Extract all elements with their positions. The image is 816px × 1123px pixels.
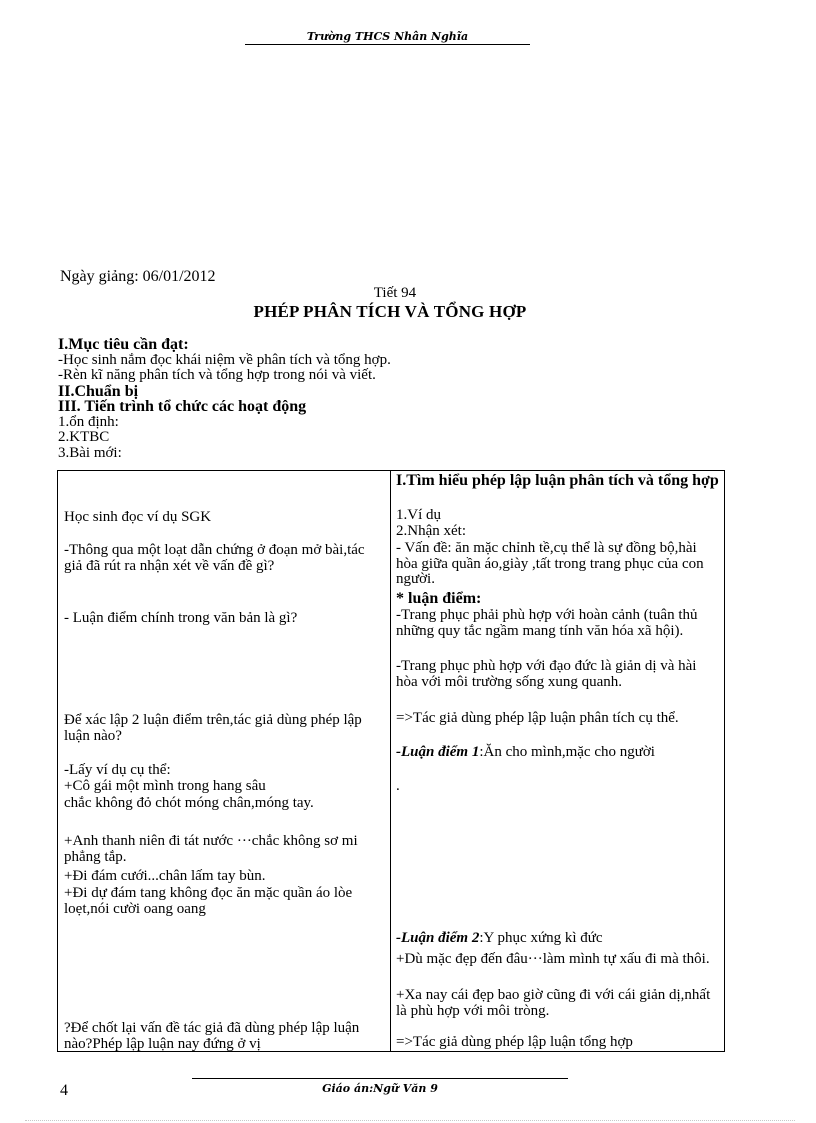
content-arguments-heading: * luận điểm: xyxy=(396,590,482,607)
example-b: chắc không đỏ chót móng chân,móng tay. xyxy=(64,795,314,811)
date-line: Ngày giảng: 06/01/2012 xyxy=(60,268,216,285)
example-d: +Đi đám cưới...chân lấm tay bùn. xyxy=(64,868,266,884)
lesson-number: Tiết 94 xyxy=(373,285,417,301)
header-rule xyxy=(245,44,530,45)
argument-1 xyxy=(396,745,720,761)
step-2: 2.KTBC xyxy=(58,429,110,445)
lesson-title: PHÉP PHÂN TÍCH VÀ TỔNG HỢP xyxy=(253,302,527,321)
content-synthesis-conclusion: =>Tác giả dùng phép lập luận tổng hợp xyxy=(396,1034,633,1050)
objective-1: -Học sinh nắm đọc khái niệm về phân tích và tổng hợp. xyxy=(58,351,391,368)
content-heading: I.Tìm hiểu phép lập luận phân tích và tổng hợp xyxy=(396,472,719,489)
page-break-line xyxy=(25,1120,795,1121)
content-argument-b: -Trang phục phù hợp với đạo đức là giản dị và hài hòa với môi trường sống xung quanh. xyxy=(396,658,697,690)
step-3: 3.Bài mới: xyxy=(58,444,122,461)
content-example: 1.Ví dụ xyxy=(396,507,441,523)
teacher-column xyxy=(58,471,391,1052)
example-a: +Cô gái một mình trong hang sâu xyxy=(64,778,266,794)
argument-1-label: -Luận điểm 1 xyxy=(396,744,480,760)
argument-1-text: :Ăn cho mình,mặc cho người xyxy=(479,744,655,760)
objective-2: -Rèn kĩ năng phân tích và tổng hợp trong nói và viết. xyxy=(58,367,376,383)
content-analysis-conclusion: =>Tác giả dùng phép lập luận phân tích cụ thể. xyxy=(396,710,679,726)
example-e: +Đi dự đám tang không đọc ăn mặc quần áo lòe loẹt,nói cười oang oang xyxy=(64,885,353,917)
example-heading: -Lấy ví dụ cụ thể: xyxy=(64,762,171,778)
lesson-outline xyxy=(58,337,778,461)
section-preparation-heading: II.Chuẩn bị xyxy=(58,382,139,400)
footer-rule xyxy=(192,1078,568,1079)
content-remark: 2.Nhận xét: xyxy=(396,523,466,539)
page-header: Trường THCS Nhân Nghĩa xyxy=(306,30,469,43)
argument-1-dot: . xyxy=(396,778,400,794)
argument-2-point-a: +Dù mặc đẹp đến đâu···làm mình tự xấu đi mà thôi. xyxy=(396,951,710,967)
page-footer: Giáo án:Ngữ Văn 9 xyxy=(322,1082,438,1095)
lesson-table xyxy=(57,470,725,1052)
page-number: 4 xyxy=(60,1082,68,1099)
content-issue: - Vấn đề: ăn mặc chỉnh tề,cụ thể là sự đồng bộ,hài hòa giữa quần áo,giày ,tất trong trang phục của con người. xyxy=(396,540,704,587)
question-4: Để xác lập 2 luận điểm trên,tác giả dùng phép lập luận nào? xyxy=(64,712,362,744)
example-c: +Anh thanh niên đi tát nước ···chắc không sơ mi phẳng tắp. xyxy=(64,833,358,865)
argument-2-text: :Y phục xứng kì đức xyxy=(479,930,603,946)
section-process-heading: III. Tiến trình tổ chức các hoạt động xyxy=(58,398,307,415)
argument-2 xyxy=(396,931,720,947)
argument-2-label: -Luận điểm 2 xyxy=(396,930,480,946)
question-2: -Thông qua một loạt dẫn chứng ở đoạn mở bài,tác giả đã rút ra nhận xét về vấn đề gì? xyxy=(64,542,365,574)
question-3: - Luận điểm chính trong văn bản là gì? xyxy=(64,610,298,626)
question-1: Học sinh đọc ví dụ SGK xyxy=(64,509,212,525)
step-1: 1.ổn định: xyxy=(58,413,119,430)
question-6: ?Để chốt lại vấn đề tác giả đã dùng phép lập luận nào?Phép lập luận nay đứng ở vị xyxy=(64,1020,360,1051)
argument-2-point-b: +Xa nay cái đẹp bao giờ cũng đi với cái giản dị,nhất là phù hợp với môi tròng. xyxy=(396,987,711,1019)
section-objectives-heading: I.Mục tiêu cần đạt: xyxy=(58,336,189,353)
content-argument-a: -Trang phục phải phù hợp với hoàn cảnh (tuân thủ những quy tắc ngầm mang tính văn hóa xã hội). xyxy=(396,607,698,639)
content-column xyxy=(391,471,725,1052)
